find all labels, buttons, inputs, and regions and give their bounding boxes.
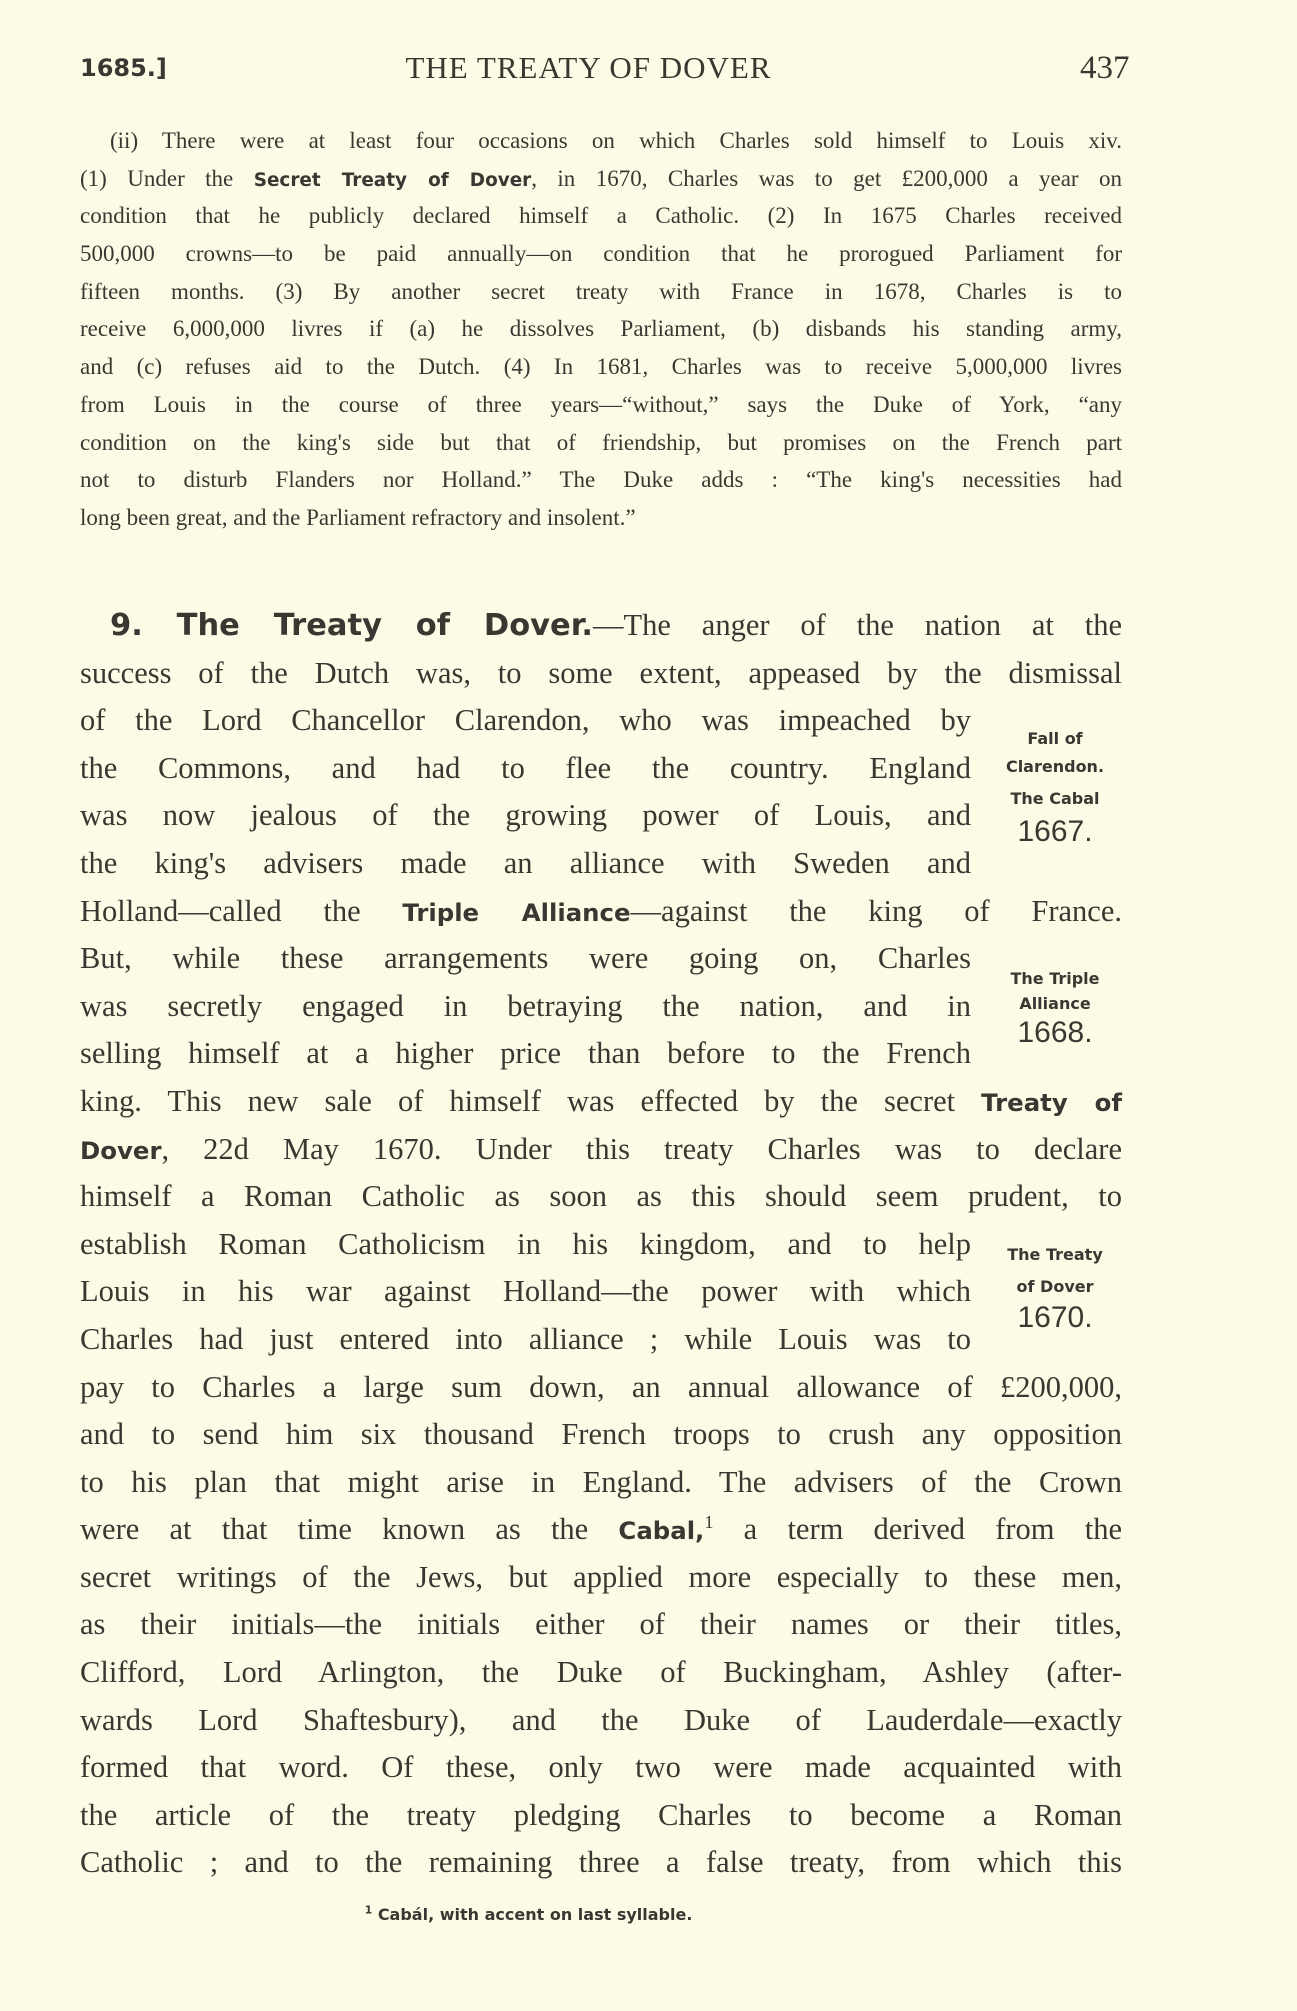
text-segment: wards Lord Shaftesbury), and the Duke of Lauderdale—exactly bbox=[80, 1702, 1122, 1737]
text-line bbox=[80, 983, 971, 1031]
text-line bbox=[80, 1744, 1122, 1792]
text-segment: to his plan that might arise in England. The advisers of the Crown bbox=[80, 1464, 1122, 1499]
bold-term: Treaty of bbox=[981, 1087, 1123, 1117]
margin-note-year-1668: 1668. bbox=[1017, 1016, 1093, 1049]
text-segment: himself a Roman Catholic as soon as this should seem prudent, to bbox=[80, 1179, 1122, 1214]
text-segment: But, while these arrangements were going on, Charles bbox=[80, 941, 971, 976]
text-segment: (1) Under the bbox=[80, 165, 254, 191]
bold-term: Dover bbox=[80, 1135, 162, 1165]
note-paragraph bbox=[80, 122, 1122, 537]
text-line bbox=[80, 1078, 1122, 1126]
margin-note-of-dover: of Dover bbox=[1016, 1277, 1094, 1296]
footnote-text: Cabál, with accent on last syllable. bbox=[377, 1905, 693, 1924]
text-line bbox=[80, 1126, 1122, 1174]
text-line bbox=[80, 650, 1122, 698]
text-segment: a term derived from the bbox=[713, 1512, 1122, 1547]
text-segment: , 22d May 1670. Under this treaty Charles was to declare bbox=[161, 1131, 1122, 1166]
footnote-marker: 1 bbox=[364, 1903, 373, 1917]
text-segment: fifteen months. (3) By another secret treaty with France in 1678, Charles is to bbox=[80, 278, 1122, 304]
text-segment: were at that time known as the bbox=[80, 1512, 619, 1547]
text-line bbox=[80, 1316, 971, 1364]
text-line bbox=[80, 1173, 1122, 1221]
text-segment: 500,000 crowns—to be paid annually—on condition that he prorogued Parliament for bbox=[80, 241, 1122, 267]
text-segment: selling himself at a higher price than before to the French bbox=[80, 1036, 971, 1071]
footnote-reference: 1 bbox=[704, 1512, 714, 1533]
text-segment: Catholic ; and to the remaining three a false treaty, from which this bbox=[80, 1845, 1122, 1880]
text-segment: (ii) There were at least four occasions on which Charles sold himself to Louis xiv. bbox=[110, 128, 1122, 153]
text-line bbox=[80, 1506, 1122, 1554]
text-line bbox=[80, 1030, 971, 1078]
text-segment: long been great, and the Parliament refractory and insolent.” bbox=[80, 504, 636, 530]
running-head-title: THE TREATY OF DOVER bbox=[405, 50, 772, 85]
text-line bbox=[80, 197, 1122, 235]
text-line bbox=[80, 1459, 1122, 1507]
text-segment: Charles had just entered into alliance ; while Louis was to bbox=[80, 1321, 971, 1356]
text-segment: condition that he publicly declared himself a Catholic. (2) In 1675 Charles received bbox=[80, 203, 1122, 229]
text-line bbox=[80, 1697, 1122, 1745]
text-line bbox=[80, 273, 1122, 311]
text-line bbox=[80, 1411, 1122, 1459]
text-line bbox=[80, 602, 1122, 650]
text-line bbox=[80, 424, 1122, 462]
text-segment: , in 1670, Charles was to get £200,000 a year on bbox=[531, 165, 1122, 191]
section-9-body bbox=[80, 602, 1122, 1887]
footnote bbox=[0, 1905, 1177, 1924]
text-line bbox=[80, 310, 1122, 348]
text-segment: was secretly engaged in betraying the nation, and in bbox=[80, 988, 971, 1023]
margin-note-the-treaty: The Treaty bbox=[1007, 1245, 1103, 1264]
text-segment: formed that word. Of these, only two were made acquainted with bbox=[80, 1750, 1122, 1785]
text-segment: —against the king of France. bbox=[630, 893, 1123, 928]
text-line bbox=[80, 1792, 1122, 1840]
text-segment: Holland—called the bbox=[80, 893, 403, 928]
text-segment: from Louis in the course of three years—“without,” says the Duke of York, “any bbox=[80, 391, 1122, 417]
margin-note-year-1670: 1670. bbox=[1017, 1301, 1093, 1334]
text-line bbox=[80, 935, 971, 983]
running-head-date: 1685.] bbox=[80, 54, 167, 82]
text-segment: as their initials—the initials either of their names or their titles, bbox=[80, 1607, 1122, 1642]
bold-term: Cabal, bbox=[618, 1516, 705, 1546]
text-line bbox=[80, 122, 1122, 160]
text-segment: king. This new sale of himself was effected by the secret bbox=[80, 1083, 982, 1118]
text-line bbox=[80, 235, 1122, 273]
text-segment: not to disturb Flanders nor Holland.” The Duke adds : “The king's necessities had bbox=[80, 467, 1122, 493]
text-line bbox=[80, 348, 1122, 386]
text-segment: was now jealous of the growing power of Louis, and bbox=[80, 798, 971, 833]
text-line bbox=[80, 697, 971, 745]
text-line bbox=[80, 1839, 1122, 1887]
text-segment: Louis in his war against Holland—the power with which bbox=[80, 1274, 971, 1309]
margin-note-alliance: Alliance bbox=[1019, 994, 1091, 1013]
text-line bbox=[80, 1268, 971, 1316]
text-segment: of the Lord Chancellor Clarendon, who was impeached by bbox=[80, 703, 971, 738]
text-segment: success of the Dutch was, to some extent, appeased by the dismissal bbox=[80, 655, 1122, 690]
text-line bbox=[80, 1221, 971, 1269]
text-line bbox=[80, 461, 1122, 499]
margin-note-fall-of: Fall of bbox=[1027, 729, 1083, 748]
text-segment: secret writings of the Jews, but applied more especially to these men, bbox=[80, 1559, 1122, 1594]
page-number: 437 bbox=[1080, 50, 1130, 86]
section-heading: 9. The Treaty of Dover. bbox=[110, 608, 593, 643]
margin-note-year-1667: 1667. bbox=[1017, 815, 1093, 848]
text-line bbox=[80, 386, 1122, 424]
text-segment: and to send him six thousand French troops to crush any opposition bbox=[80, 1417, 1122, 1452]
text-line bbox=[80, 1364, 1122, 1412]
text-segment: establish Roman Catholicism in his kingdom, and to help bbox=[80, 1226, 971, 1261]
margin-note-clarendon: Clarendon. bbox=[1005, 757, 1105, 776]
text-line bbox=[80, 888, 1122, 936]
text-segment: and (c) refuses aid to the Dutch. (4) In 1681, Charles was to receive 5,000,000 livres bbox=[80, 354, 1122, 380]
text-segment: condition on the king's side but that of friendship, but promises on the French part bbox=[80, 429, 1122, 455]
text-line bbox=[80, 1649, 1122, 1697]
text-segment: the Commons, and had to flee the country. England bbox=[80, 750, 971, 785]
text-line bbox=[80, 745, 971, 793]
text-line bbox=[80, 840, 971, 888]
margin-note-the-triple: The Triple bbox=[1010, 969, 1100, 988]
bold-term: Secret Treaty of Dover bbox=[253, 169, 532, 191]
text-line bbox=[80, 1554, 1122, 1602]
text-line bbox=[80, 792, 971, 840]
text-segment: the king's advisers made an alliance with Sweden and bbox=[80, 845, 971, 880]
bold-term: Triple Alliance bbox=[402, 897, 631, 927]
text-line bbox=[80, 1601, 1122, 1649]
text-segment: Clifford, Lord Arlington, the Duke of Buckingham, Ashley (after- bbox=[80, 1655, 1122, 1690]
text-line bbox=[80, 160, 1122, 198]
text-segment: receive 6,000,000 livres if (a) he dissolves Parliament, (b) disbands his standing army, bbox=[80, 316, 1122, 342]
text-segment: the article of the treaty pledging Charles to become a Roman bbox=[80, 1797, 1122, 1832]
text-segment: pay to Charles a large sum down, an annual allowance of £200,000, bbox=[80, 1369, 1122, 1404]
text-line bbox=[80, 499, 1122, 537]
text-segment: —The anger of the nation at the bbox=[593, 608, 1122, 642]
margin-note-cabal: The Cabal bbox=[1010, 789, 1100, 808]
